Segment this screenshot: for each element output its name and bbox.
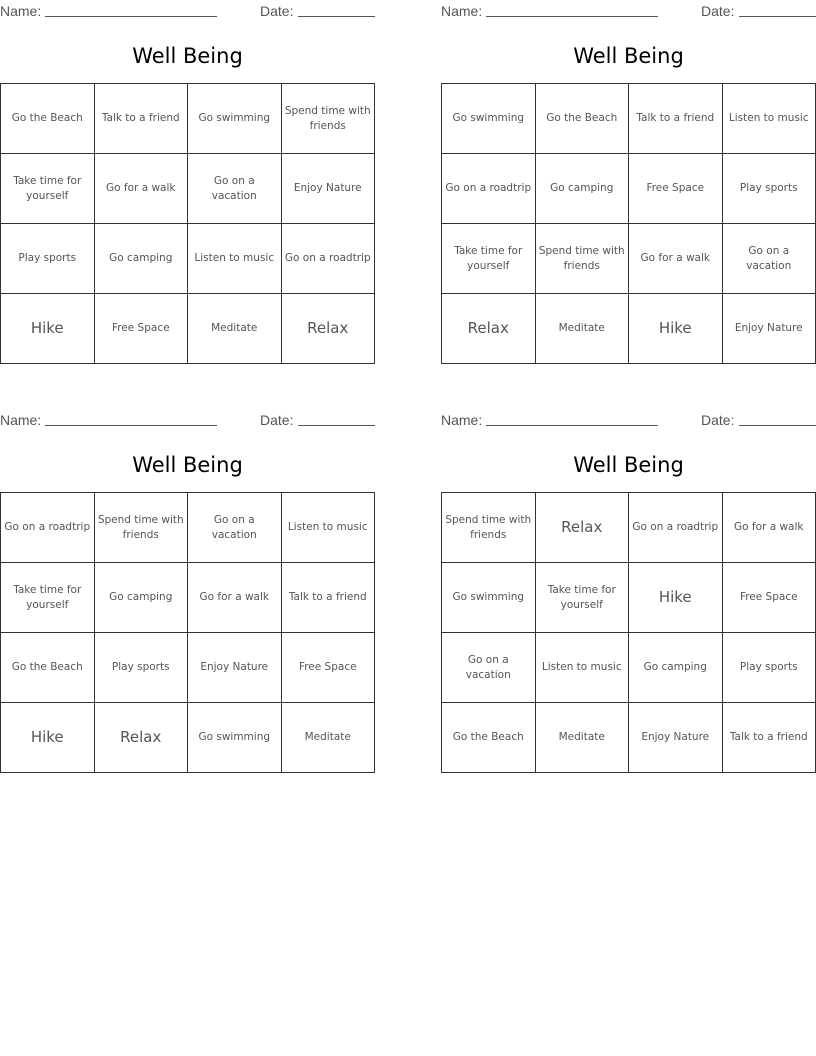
name-label: Name: — [0, 412, 42, 428]
bingo-cell: Relax — [442, 294, 536, 364]
bingo-cell: Hike — [629, 294, 723, 364]
bingo-cell: Go the Beach — [535, 84, 629, 154]
bingo-cell: Go on a roadtrip — [281, 224, 375, 294]
bingo-cell: Relax — [281, 294, 375, 364]
date-label: Date: — [701, 412, 735, 428]
date-label: Date: — [701, 3, 735, 19]
bingo-cell: Go swimming — [442, 563, 536, 633]
bingo-cell: Spend time with friends — [442, 493, 536, 563]
bingo-cell: Go for a walk — [629, 224, 723, 294]
date-label: Date: — [260, 3, 294, 19]
bingo-cell: Free Space — [281, 633, 375, 703]
bingo-cell: Free Space — [629, 154, 723, 224]
bingo-cell: Hike — [1, 703, 95, 773]
bingo-cell: Free Space — [94, 294, 188, 364]
bingo-card — [441, 409, 816, 743]
date-blank-line — [739, 16, 816, 17]
bingo-cell: Meditate — [535, 703, 629, 773]
bingo-grid — [0, 83, 375, 364]
bingo-cell: Talk to a friend — [281, 563, 375, 633]
bingo-cell: Go camping — [94, 224, 188, 294]
bingo-cell: Spend time with friends — [94, 493, 188, 563]
grid-row — [1, 84, 375, 154]
grid-row — [442, 224, 816, 294]
bingo-cell: Enjoy Nature — [281, 154, 375, 224]
bingo-cell: Go the Beach — [1, 84, 95, 154]
grid-row — [442, 154, 816, 224]
bingo-cell: Meditate — [188, 294, 282, 364]
name-label: Name: — [441, 412, 483, 428]
bingo-cell: Go the Beach — [442, 703, 536, 773]
bingo-cell: Take time for yourself — [1, 563, 95, 633]
bingo-grid — [441, 83, 816, 364]
bingo-cell: Take time for yourself — [535, 563, 629, 633]
bingo-cell: Go camping — [535, 154, 629, 224]
grid-row — [442, 563, 816, 633]
bingo-cell: Relax — [94, 703, 188, 773]
name-blank-line — [486, 16, 658, 17]
bingo-cell: Go swimming — [188, 84, 282, 154]
date-blank-line — [298, 425, 375, 426]
bingo-cell: Go on a vacation — [188, 493, 282, 563]
grid-row — [442, 633, 816, 703]
bingo-cell: Enjoy Nature — [188, 633, 282, 703]
grid-row — [442, 294, 816, 364]
bingo-cell: Go on a roadtrip — [1, 493, 95, 563]
grid-row — [1, 563, 375, 633]
card-title: Well Being — [132, 44, 243, 68]
card-header — [0, 409, 375, 431]
name-label: Name: — [0, 3, 42, 19]
date-blank-line — [298, 16, 375, 17]
grid-row — [1, 633, 375, 703]
grid-row — [1, 224, 375, 294]
card-title: Well Being — [573, 453, 684, 477]
card-title: Well Being — [132, 453, 243, 477]
bingo-cell: Enjoy Nature — [629, 703, 723, 773]
name-blank-line — [45, 16, 217, 17]
card-header — [441, 0, 816, 22]
bingo-cell: Hike — [1, 294, 95, 364]
bingo-grid — [441, 492, 816, 773]
bingo-cell: Meditate — [535, 294, 629, 364]
bingo-cell: Go on a roadtrip — [442, 154, 536, 224]
bingo-cell: Play sports — [1, 224, 95, 294]
bingo-cell: Talk to a friend — [722, 703, 816, 773]
bingo-cell: Go on a roadtrip — [629, 493, 723, 563]
bingo-cell: Go for a walk — [188, 563, 282, 633]
bingo-grid — [0, 492, 375, 773]
bingo-cell: Go the Beach — [1, 633, 95, 703]
bingo-cell: Meditate — [281, 703, 375, 773]
bingo-cell: Free Space — [722, 563, 816, 633]
bingo-cell: Spend time with friends — [281, 84, 375, 154]
bingo-cell: Play sports — [722, 633, 816, 703]
grid-row — [1, 493, 375, 563]
grid-row — [1, 154, 375, 224]
bingo-cell: Go swimming — [442, 84, 536, 154]
bingo-cell: Go on a vacation — [442, 633, 536, 703]
bingo-cell: Enjoy Nature — [722, 294, 816, 364]
bingo-cell: Hike — [629, 563, 723, 633]
bingo-card — [0, 409, 375, 746]
grid-row — [1, 703, 375, 773]
bingo-cell: Take time for yourself — [1, 154, 95, 224]
grid-row — [1, 294, 375, 364]
bingo-card — [441, 0, 816, 337]
bingo-cell: Take time for yourself — [442, 224, 536, 294]
name-blank-line — [45, 425, 217, 426]
grid-row — [442, 703, 816, 773]
bingo-cell: Listen to music — [281, 493, 375, 563]
bingo-cell: Go for a walk — [94, 154, 188, 224]
card-header — [0, 0, 375, 22]
bingo-cell: Talk to a friend — [94, 84, 188, 154]
bingo-cell: Go for a walk — [722, 493, 816, 563]
bingo-cell: Go swimming — [188, 703, 282, 773]
bingo-cell: Listen to music — [535, 633, 629, 703]
bingo-cell: Play sports — [722, 154, 816, 224]
bingo-cell: Play sports — [94, 633, 188, 703]
bingo-cell: Spend time with friends — [535, 224, 629, 294]
card-header — [441, 409, 816, 431]
date-blank-line — [739, 425, 816, 426]
bingo-cell: Go on a vacation — [188, 154, 282, 224]
bingo-cell: Go on a vacation — [722, 224, 816, 294]
grid-row — [442, 84, 816, 154]
bingo-cell: Go camping — [94, 563, 188, 633]
name-label: Name: — [441, 3, 483, 19]
bingo-cell: Listen to music — [188, 224, 282, 294]
bingo-cell: Go camping — [629, 633, 723, 703]
bingo-cell: Relax — [535, 493, 629, 563]
card-title: Well Being — [573, 44, 684, 68]
bingo-card — [0, 0, 375, 337]
bingo-cell: Talk to a friend — [629, 84, 723, 154]
name-blank-line — [486, 425, 658, 426]
date-label: Date: — [260, 412, 294, 428]
grid-row — [442, 493, 816, 563]
bingo-cell: Listen to music — [722, 84, 816, 154]
